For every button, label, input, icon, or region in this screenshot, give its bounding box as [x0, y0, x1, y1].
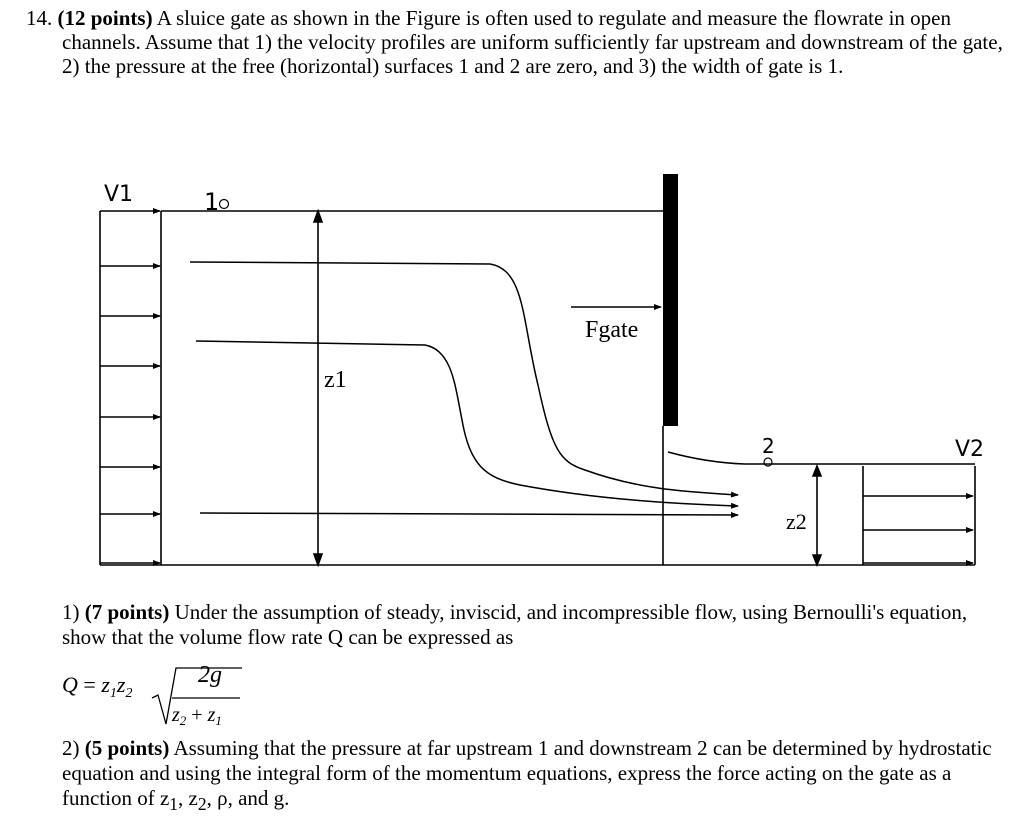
- formula-q: Q: [62, 672, 78, 697]
- formula-equals: =: [77, 672, 102, 697]
- formula-z1-sub: 1: [109, 686, 117, 701]
- z1-dimension: [314, 211, 322, 565]
- part1-question: [62, 600, 1002, 650]
- upstream-velocity-profile: [100, 211, 161, 565]
- part2-points: (5 points): [84, 736, 170, 760]
- part2-sub1: 1: [169, 794, 179, 815]
- downstream-free-surface: [668, 452, 975, 464]
- formula-numerator: 2g: [198, 662, 222, 688]
- z2-dimension: [813, 466, 821, 565]
- problem-number: 14.: [26, 6, 53, 30]
- point1-label: 1: [204, 188, 220, 216]
- part2-tail: , ρ, and g.: [206, 786, 290, 810]
- formula-z2: z: [116, 672, 126, 697]
- point1-marker: [220, 200, 229, 209]
- formula-den-z1-sub: 1: [215, 713, 222, 728]
- point2-label: 2: [762, 434, 775, 458]
- z2-label: z2: [786, 509, 807, 534]
- streamlines: [190, 262, 738, 515]
- formula-z1: z: [101, 672, 110, 697]
- part1-text: Under the assumption of steady, inviscid, and incompressible flow, using Bernoulli's equation, show that the volume flow rate Q can be expressed as: [62, 600, 968, 649]
- problem-intro: A sluice gate as shown in the Figure is often used to regulate and measure the flowrate in open channels. Assume that 1) the velocity profiles are uniform sufficiently far upstream and downstream of the gate, 2) the pressure at the free (horizontal) surfaces 1 and 2 are zero, and 3) the width of gate is 1.: [62, 6, 1003, 78]
- formula-den-z2: z: [172, 704, 180, 726]
- z1-label: z1: [324, 367, 347, 393]
- formula-denominator: [172, 704, 222, 727]
- downstream-velocity-profile: [863, 466, 975, 565]
- v1-label: V1: [104, 182, 134, 207]
- sluice-gate: [663, 174, 678, 426]
- part1-points: (7 points): [84, 600, 170, 624]
- v2-label: V2: [955, 437, 985, 462]
- part1-prefix: 1): [62, 600, 80, 624]
- formula-z2-sub: 2: [125, 686, 133, 701]
- formula-den-z2-sub: 2: [179, 713, 187, 728]
- part2-sep1: , z: [178, 786, 198, 810]
- part2-question: [62, 736, 1002, 817]
- fgate-label: Fgate: [585, 317, 639, 343]
- formula-plus: +: [186, 704, 208, 726]
- part2-sub2: 2: [197, 794, 207, 815]
- part2-text: Assuming that the pressure at far upstream 1 and downstream 2 can be determined by hydrostatic equation and using the integral form of the momentum equations, express the force acting on the gate as a function of z: [62, 736, 992, 810]
- part2-prefix: 2): [62, 736, 80, 760]
- problem-points: (12 points): [57, 6, 153, 30]
- formula-den-z1: z: [207, 704, 216, 726]
- flow-rate-formula: [62, 652, 282, 732]
